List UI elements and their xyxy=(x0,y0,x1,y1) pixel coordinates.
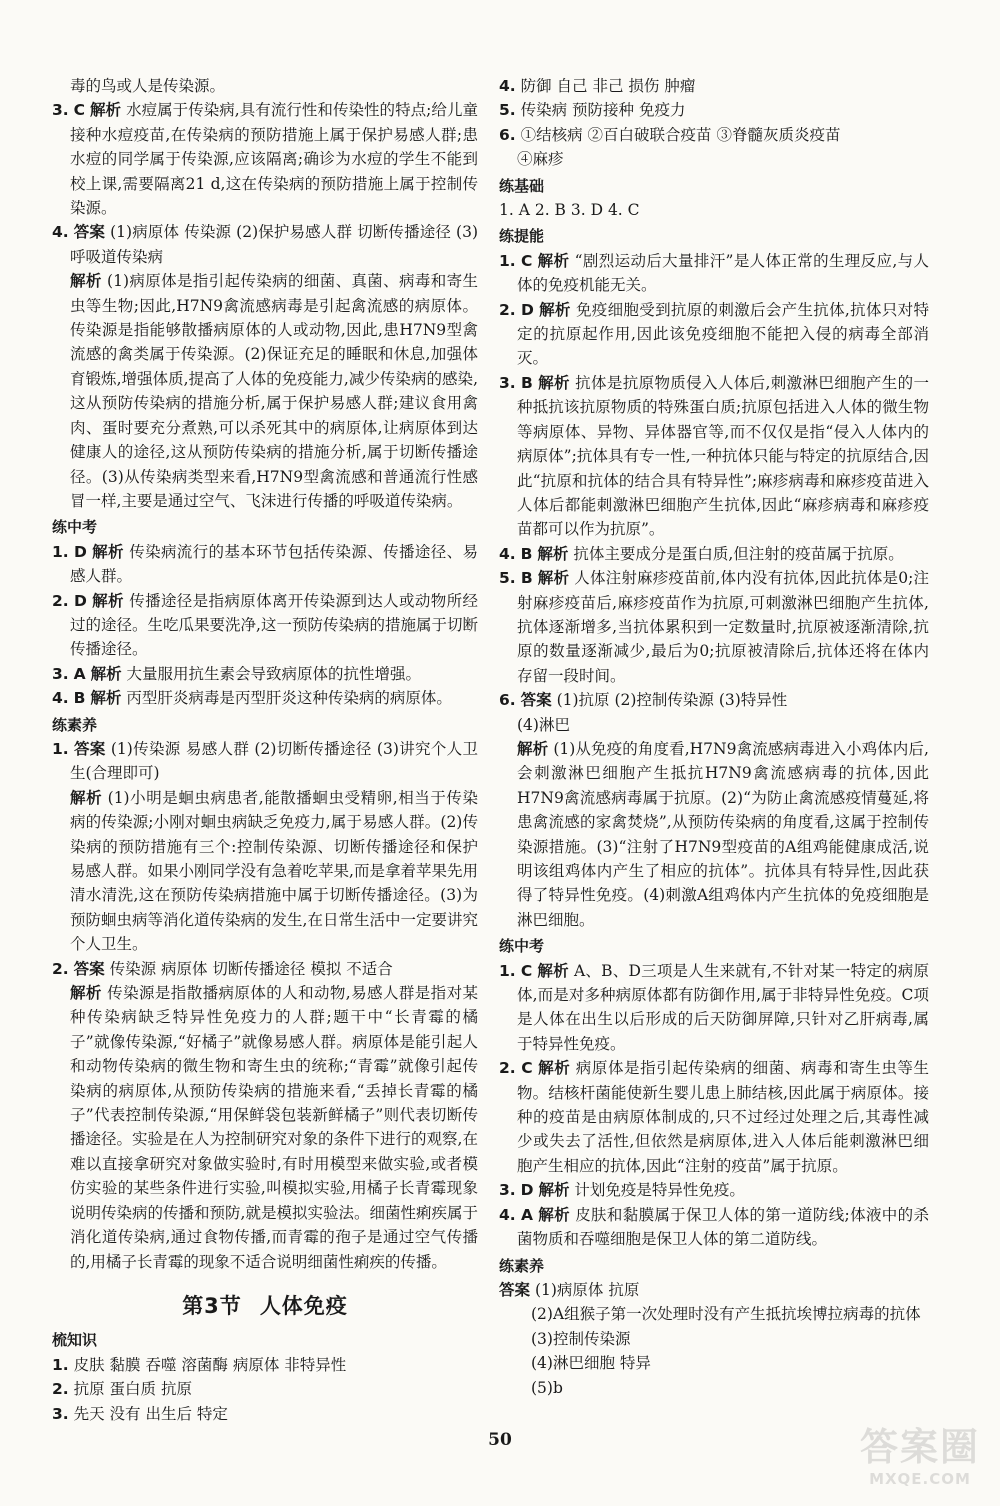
answer-keyword: 解析 xyxy=(92,542,124,561)
item-number: 4. xyxy=(499,544,516,563)
entry-text: (4)淋巴 xyxy=(517,715,570,734)
item-number: 4. xyxy=(499,1205,516,1224)
entry-text: “剧烈运动后大量排汗”是人体正常的生理反应,与人体的免疫机能无关。 xyxy=(517,251,929,295)
item-number: 4. xyxy=(52,689,69,708)
section-heading: 练中考 xyxy=(499,937,545,956)
entry-text: ④麻疹 xyxy=(517,150,564,169)
answer-entry xyxy=(499,566,929,688)
choice-answer: B xyxy=(520,569,533,588)
answer-entry xyxy=(52,98,478,220)
answer-entry xyxy=(499,1327,929,1351)
item-number: 2. xyxy=(52,1380,69,1399)
entry-text: (1)病原体 传染源 (2)保护易感人群 切断传播途径 (3)呼吸道传染病 xyxy=(70,223,478,266)
answer-keyword: 答案 xyxy=(520,691,552,710)
answer-entry xyxy=(499,123,929,147)
section-heading: 练中考 xyxy=(52,518,98,537)
entry-text: 传染源是指散播病原体的人和动物,易感人群是指对某种传染病缺乏特异性免疫力的人群;题干中“长青霉的橘子”就像传染源,“好橘子”就像易感人群。病原体是能引起人和动物传染病的微生物和寄生虫的统称;“青霉”就像引起传染病的病原体,从预防传染病的措施来看,“丢掉长青霉的橘子”代表控制传染源,“用保鲜袋包装新鲜橘子”则代表切断传播途径。实验是在人为控制研究对象的条件下进行的观察,在难以直接拿研究对象做实验时,有时用模型来做实验,或者模仿实验的某些条件进行实验,叫模拟实验,用橘子长青霉现象说明传染病的传播和预防,就是模拟实验法。细菌性痢疾属于消化道传染病,通过食物传播,而青霉的孢子是通过空气传播的,用橘子长青霉的现象不适合说明细菌性痢疾的传播。 xyxy=(70,984,478,1271)
answer-entry xyxy=(499,1351,929,1375)
choice-answer: B xyxy=(73,689,86,708)
item-number: 2. xyxy=(499,300,516,319)
answer-entry xyxy=(499,249,929,298)
entry-text: 传染源 病原体 切断传播途径 模拟 不适合 xyxy=(109,959,393,978)
answer-entry xyxy=(52,737,478,786)
answer-keyword: 解析 xyxy=(70,272,102,291)
answer-keyword: 解析 xyxy=(92,591,124,610)
answer-entry xyxy=(499,371,929,542)
answer-entry xyxy=(499,688,929,712)
choice-answer: A xyxy=(520,1205,533,1224)
entry-text: 抗体主要成分是蛋白质,但注射的疫苗属于抗原。 xyxy=(573,544,904,563)
item-number: 4. xyxy=(499,77,516,95)
answer-entry xyxy=(499,1056,929,1178)
answer-keyword: 解析 xyxy=(537,569,570,588)
answer-keyword: 解析 xyxy=(538,1181,570,1200)
item-number: 1. xyxy=(499,251,516,270)
choice-answer: C xyxy=(521,1059,533,1078)
left-column xyxy=(52,74,478,1426)
answer-entry xyxy=(499,542,929,566)
answer-keyword: 解析 xyxy=(90,689,122,708)
entry-text: (1)传染源 易感人群 (2)切断传播途径 (3)讲究个人卫生(合理即可) xyxy=(70,739,478,783)
answer-keyword: 解析 xyxy=(538,373,570,392)
choice-answer: C xyxy=(520,961,533,980)
answer-entry xyxy=(499,298,929,371)
item-number: 5. xyxy=(499,569,516,588)
item-number: 2. xyxy=(499,1059,516,1078)
entry-text: 大量服用抗生素会导致病原体的抗性增强。 xyxy=(126,664,422,683)
answer-entry xyxy=(499,1178,929,1202)
answer-entry xyxy=(499,198,929,222)
chapter-number: 第3节 xyxy=(182,1293,242,1318)
entry-text: 抗体是抗原物质侵入人体后,刺激淋巴细胞产生的一种抵抗该抗原物质的特殊蛋白质;抗原包括进入人体的微生物等病原体、异物、异体器官等,而不仅仅是指“侵入人体内的病原体”;抗体具有专一性,一种抗体只能与特定的抗原结合,因此“抗原和抗体的结合具有特异性”;麻疹病毒和麻疹疫苗进入人体后都能刺激淋巴细胞产生抗体,因此“麻疹病毒和麻疹疫苗都可以作为抗原”。 xyxy=(517,373,929,539)
answer-entry xyxy=(499,1376,929,1400)
entry-text: (1)病原体是指引起传染病的细菌、真菌、病毒和寄生虫等生物;因此,H7N9禽流感病毒是引起禽流感的病原体。传染源是指能够散播病原体的人或动物,因此,患H7N9型禽流感的禽类属于传染源。(2)保证充足的睡眠和休息,加强体育锻炼,增强体质,提高了人体的免疫能力,减少传染病的感染,这从预防传染病的措施分析,属于保护易感人群;建议食用禽肉、蛋时要充分煮熟,可以杀死其中的病原体,让病原体到达健康人的途径,这从预防传染病的措施分析,属于切断传播途径。(3)从传染病类型来看,H7N9型禽流感和普通流行性感冒一样,主要是通过空气、飞沫进行传播的呼吸道传染病。 xyxy=(70,272,478,510)
answer-keyword: 答案 xyxy=(73,739,106,758)
chapter-name: 人体免疫 xyxy=(259,1293,348,1318)
choice-answer: D xyxy=(73,591,87,610)
answer-entry xyxy=(52,74,478,98)
choice-answer: C xyxy=(73,101,86,120)
answer-entry xyxy=(52,1402,478,1426)
answer-keyword: 解析 xyxy=(539,300,571,319)
choice-answer: C xyxy=(520,251,533,270)
answer-keyword: 答案 xyxy=(73,223,106,242)
item-number: 3. xyxy=(499,1181,516,1200)
answer-entry xyxy=(499,147,929,171)
entry-text: (2)A组猴子第一次处理时没有产生抵抗埃博拉病毒的抗体 xyxy=(531,1305,921,1324)
answer-entry xyxy=(499,959,929,1057)
answer-entry xyxy=(52,589,478,662)
answer-entry xyxy=(52,220,478,269)
entry-text: 传播途径是指病原体离开传染源到达人或动物所经过的途径。生吃瓜果要洗净,这一预防传染病的措施属于切断传播途径。 xyxy=(70,591,478,659)
entry-text: (1)小明是蛔虫病患者,能散播蛔虫受精卵,相当于传染病的传染源;小刚对蛔虫病缺乏免疫力,属于易感人群。(2)传染病的预防措施有三个:控制传染源、切断传播途径和保护易感人群。如果小刚同学没有急着吃苹果,而是拿着苹果先用清水清洗,这在预防传染病措施中属于切断传播途径。(3)为预防蛔虫病等消化道传染病的发生,在日常生活中一定要讲究个人卫生。 xyxy=(70,788,478,954)
entry-text: 病原体是指引起传染病的细菌、病毒和寄生虫等生物。结核杆菌能使新生婴儿患上肺结核,因此属于病原体。接种的疫苗是由病原体制成的,只不过经过处理之后,其毒性减少或失去了活性,但依然是病原体,进入人体后能刺激淋巴细胞产生相应的抗体,因此“注射的疫苗”属于抗原。 xyxy=(517,1059,929,1175)
entry-text: 防御 自己 非己 损伤 肿瘤 xyxy=(520,77,696,95)
entry-text: (1)病原体 抗原 xyxy=(534,1280,640,1299)
item-number: 2. xyxy=(52,959,69,978)
answer-entry xyxy=(499,1302,929,1326)
item-number: 1. xyxy=(52,739,69,758)
right-column xyxy=(499,74,929,1400)
item-number: 1. xyxy=(499,961,516,980)
answer-keyword: 解析 xyxy=(90,101,122,120)
entry-text: 免疫细胞受到抗原的刺激后会产生抗体,抗体只对特定的抗原起作用,因此该免疫细胞不能把入侵的病毒全部消灭。 xyxy=(517,300,929,368)
answer-entry xyxy=(52,981,478,1274)
section-heading: 练基础 xyxy=(499,176,545,195)
item-number: 3. xyxy=(52,664,69,683)
answer-keyword: 解析 xyxy=(537,251,570,270)
choice-answer: D xyxy=(520,300,534,319)
entry-text: 先天 没有 出生后 特定 xyxy=(73,1404,228,1423)
answer-entry xyxy=(499,98,929,122)
section-heading: 练素养 xyxy=(499,1256,545,1275)
answer-entry xyxy=(499,74,929,98)
answer-entry xyxy=(52,269,478,513)
section-heading: 练提能 xyxy=(499,227,545,246)
answer-entry xyxy=(52,786,478,957)
answer-keyword: 解析 xyxy=(517,739,549,758)
answer-keyword: 解析 xyxy=(70,788,103,807)
entry-text: 传染病流行的基本环节包括传染源、传播途径、易感人群。 xyxy=(70,542,478,586)
answer-keyword: 解析 xyxy=(538,1205,570,1224)
entry-text: A、B、D三项是人生来就有,不针对某一特定的病原体,而是对多种病原体都有防御作用,属于非特异性免疫。C项是人体在出生以后形成的后天防御屏障,只针对乙肝病毒,属于特异性免疫。 xyxy=(517,961,929,1053)
item-number: 3. xyxy=(52,1404,69,1423)
chapter-title xyxy=(52,1294,478,1318)
answer-keyword: 解析 xyxy=(537,544,569,563)
answer-entry xyxy=(52,662,478,686)
watermark-logo xyxy=(854,1424,986,1496)
answer-entry xyxy=(499,737,929,932)
choice-answer: A xyxy=(73,664,86,683)
answer-entry xyxy=(52,686,478,710)
entry-text: 抗原 蛋白质 抗原 xyxy=(73,1380,192,1399)
section-heading: 梳知识 xyxy=(52,1331,98,1350)
page-number: 50 xyxy=(488,1430,512,1450)
answer-entry xyxy=(499,713,929,737)
entry-text: 水痘属于传染病,具有流行性和传染性的特点;给儿童接种水痘疫苗,在传染病的预防措施上属于保护易感人群;患水痘的同学属于传染源,应该隔离;确诊为水痘的学生不能到校上课,需要隔离21 d,这在传染病的预防措施上属于控制传染源。 xyxy=(70,101,478,218)
choice-answer: B xyxy=(520,373,533,392)
entry-text: ①结核病 ②百白破联合疫苗 ③脊髓灰质炎疫苗 xyxy=(520,125,841,144)
entry-text: 计划免疫是特异性免疫。 xyxy=(574,1181,745,1200)
item-number: 6. xyxy=(499,691,516,710)
section-heading: 练素养 xyxy=(52,715,98,734)
entry-text: (5)b xyxy=(531,1378,563,1397)
answer-entry xyxy=(52,540,478,589)
item-number: 5. xyxy=(499,101,516,120)
choice-answer: B xyxy=(520,544,533,563)
answer-entry xyxy=(52,957,478,981)
watermark-url: MXQE.COM xyxy=(869,1470,971,1488)
answer-entry xyxy=(499,1278,929,1302)
entry-text: 1. A 2. B 3. D 4. C xyxy=(499,201,640,220)
entry-text: (1)从免疫的角度看,H7N9禽流感病毒进入小鸡体内后,会刺激淋巴细胞产生抵抗H7N9禽流感病毒的抗体,因此H7N9禽流感病毒属于抗原。(2)“为防止禽流感疫情蔓延,将患禽流感的家禽焚烧”,从预防传染病的角度看,这属于控制传染源措施。(3)“注射了H7N9型疫苗的A组鸡能健康成活,说明该组鸡体内产生了相应的抗体”。抗体具有特异性,因此获得了特异性免疫。(4)刺激A组鸡体内产生抗体的免疫细胞是淋巴细胞。 xyxy=(517,739,929,929)
watermark-text: 答案圈 xyxy=(859,1425,980,1469)
choice-answer: D xyxy=(73,542,87,561)
answer-entry xyxy=(52,1377,478,1401)
entry-text: (3)控制传染源 xyxy=(531,1329,631,1348)
item-number: 3. xyxy=(52,101,69,120)
answer-keyword: 解析 xyxy=(538,1059,571,1078)
answer-keyword: 解析 xyxy=(537,961,569,980)
entry-text: 皮肤和黏膜属于保卫人体的第一道防线;体液中的杀菌物质和吞噬细胞是保卫人体的第二道防线。 xyxy=(517,1205,929,1249)
item-number: 3. xyxy=(499,373,516,392)
item-number: 1. xyxy=(52,542,69,561)
entry-text: (1)抗原 (2)控制传染源 (3)特异性 xyxy=(556,691,788,710)
entry-text: (4)淋巴细胞 特异 xyxy=(531,1354,651,1373)
answer-entry xyxy=(499,1203,929,1252)
item-number: 2. xyxy=(52,591,69,610)
answer-keyword: 答案 xyxy=(73,959,105,978)
entry-text: 皮肤 黏膜 吞噬 溶菌酶 病原体 非特异性 xyxy=(73,1355,347,1374)
entry-text: 传染病 预防接种 免疫力 xyxy=(520,101,686,120)
answer-keyword: 解析 xyxy=(70,984,102,1003)
choice-answer: D xyxy=(520,1181,534,1200)
entry-text: 人体注射麻疹疫苗前,体内没有抗体,因此抗体是0;注射麻疹疫苗后,麻疹疫苗作为抗原,可刺激淋巴细胞产生抗体,抗体逐渐增多,当抗体累积到一定数量时,抗原被逐渐清除,抗原的数量逐渐减少,最后为0;抗原被清除后,抗体还将在体内存留一段时间。 xyxy=(517,569,929,685)
answer-keyword: 答案 xyxy=(499,1280,531,1299)
entry-text: 毒的鸟或人是传染源。 xyxy=(70,77,226,95)
item-number: 1. xyxy=(52,1355,69,1374)
entry-text: 丙型肝炎病毒是丙型肝炎这种传染病的病原体。 xyxy=(126,689,452,708)
item-number: 6. xyxy=(499,125,516,144)
answer-entry xyxy=(52,1353,478,1377)
item-number: 4. xyxy=(52,223,69,242)
answer-keyword: 解析 xyxy=(90,664,122,683)
